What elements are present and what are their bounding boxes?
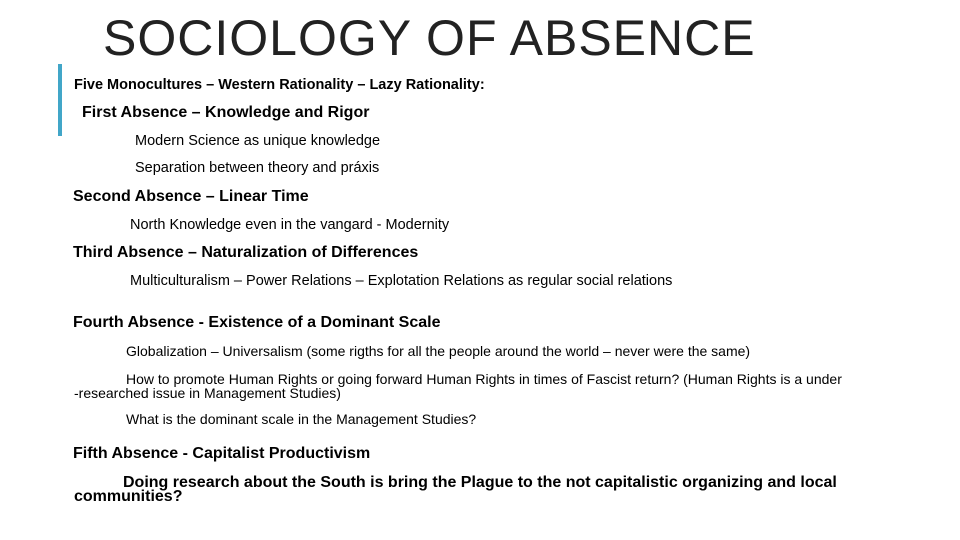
item-plague-line1: Doing research about the South is bring the Plague to the not capitalistic organizing and local [123,474,837,491]
item-human-rights-line2: -researched issue in Management Studies) [74,385,341,401]
item-modern-science: Modern Science as unique knowledge [135,133,381,149]
accent-bar [58,64,62,136]
item-north-knowledge: North Knowledge even in the vangard - Modernity [130,217,450,233]
intro-text: Five Monocultures – Western Rationality – Lazy Rationality: [74,77,485,93]
item-theory-praxis: Separation between theory and práxis [135,160,380,176]
heading-second-absence: Second Absence – Linear Time [73,188,309,205]
item-globalization: Globalization – Universalism (some rigths for all the people around the world – never were the same) [126,343,751,359]
item-human-rights-line1: How to promote Human Rights or going forward Human Rights in times of Fascist return? (Human Rights is a under [126,371,842,387]
item-multiculturalism: Multiculturalism – Power Relations – Explotation Relations as regular social relations [130,273,673,289]
heading-third-absence: Third Absence – Naturalization of Differences [73,244,419,261]
heading-fifth-absence: Fifth Absence - Capitalist Productivism [73,445,371,462]
heading-fourth-absence: Fourth Absence - Existence of a Dominant Scale [73,314,441,331]
slide-title: SOCIOLOGY OF ABSENCE [103,10,756,66]
heading-first-absence: First Absence – Knowledge and Rigor [82,104,370,121]
item-dominant-scale: What is the dominant scale in the Management Studies? [126,411,477,427]
item-plague-line2: communities? [74,488,183,505]
